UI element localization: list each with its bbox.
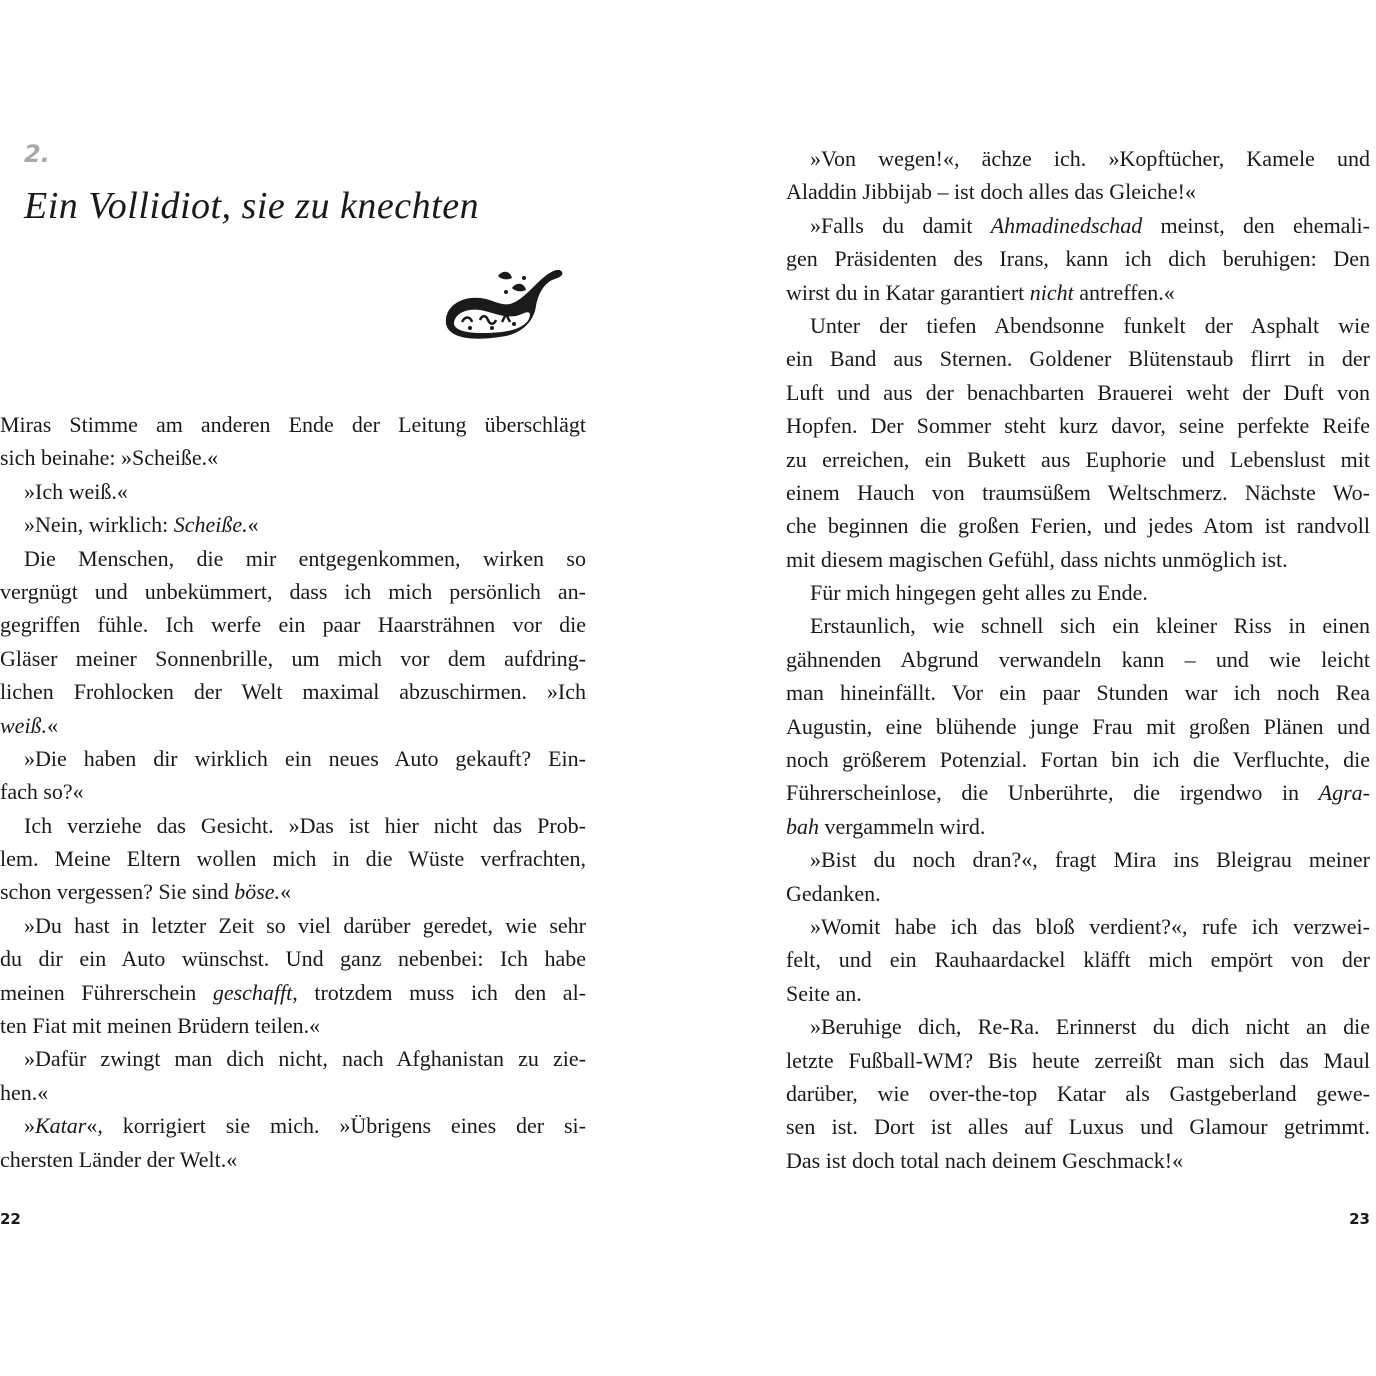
text-line: »Ich weiß.« [24,478,128,504]
text-line: weiß.« [0,712,59,738]
text-line: gegriffen fühle. Ich werfe ein paar Haarsträhnen vor die [0,612,586,638]
text-line: »Katar«, korrigiert sie mich. »Übrigens eines der si- [24,1113,586,1139]
text-line: bah vergammeln wird. [786,813,986,839]
text-line: gen Präsidenten des Irans, kann ich dich beruhigen: Den [786,246,1370,272]
text-line: Augustin, eine blühende junge Frau mit großen Plänen und [786,713,1370,739]
text-line: Miras Stimme am anderen Ende der Leitung überschlägt [0,412,586,437]
text-line: zu erreichen, ein Bukett aus Euphorie und Lebenslust mit [786,446,1370,472]
text-line: Luft und aus der benachbarten Brauerei weht der Duft von [786,379,1370,405]
text-line: Für mich hingegen geht alles zu Ende. [810,580,1148,606]
text-line: gähnenden Abgrund verwandeln kann – und wie leicht [786,646,1370,672]
right-page-text [786,142,1370,1177]
text-line: Aladdin Jibbijab – ist doch alles das Gleiche!« [786,179,1196,205]
text-line: man hineinfällt. Vor ein paar Stunden war ich noch Rea [786,680,1370,706]
left-page-text [0,408,586,1176]
text-line: ten Fiat mit meinen Brüdern teilen.« [0,1013,321,1039]
text-line: hen.« [0,1079,49,1105]
text-line: che beginnen die großen Ferien, und jedes Atom ist randvoll [786,513,1370,539]
text-line: felt, und ein Rauhaardackel kläfft mich empört von der [786,947,1370,973]
text-line: chersten Länder der Welt.« [0,1146,238,1172]
text-line: »Dafür zwingt man dich nicht, nach Afghanistan zu zie- [24,1046,586,1072]
text-line: Gläser meiner Sonnenbrille, um mich vor dem aufdring- [0,645,586,671]
text-line: du dir ein Auto wünschst. Und ganz nebenbei: Ich habe [0,946,586,972]
text-line: »Beruhige dich, Re-Ra. Erinnerst du dich nicht an die [810,1014,1370,1040]
text-line: sich beinahe: »Scheiße.« [0,445,219,471]
text-line: »Nein, wirklich: Scheiße.« [24,512,259,538]
text-line: Führerscheinlose, die Unberührte, die irgendwo in Agra- [786,780,1370,806]
text-line: lem. Meine Eltern wollen mich in die Wüste verfrachten, [0,846,586,872]
text-line: »Womit habe ich das bloß verdient?«, rufe ich verzwei- [810,913,1370,939]
text-line: fach so?« [0,779,84,805]
text-line: wirst du in Katar garantiert nicht antreffen.« [786,279,1175,305]
chapter-number: 2. [24,140,50,168]
text-line: schon vergessen? Sie sind böse.« [0,879,292,905]
text-line: darüber, wie over-the-top Katar als Gastgeberland gewe- [786,1080,1370,1106]
text-line: Das ist doch total nach deinem Geschmack!« [786,1147,1184,1173]
text-line: »Die haben dir wirklich ein neues Auto gekauft? Ein- [24,745,586,771]
text-line: Ich verziehe das Gesicht. »Das ist hier nicht das Prob- [24,812,586,838]
page-number-left: 22 [0,1210,21,1228]
text-line: lichen Frohlocken der Welt maximal abzuschirmen. »Ich [0,679,586,705]
text-line: »Falls du damit Ahmadinedschad meinst, den ehemali- [810,212,1370,238]
text-line: einem Hauch von traumsüßem Weltschmerz. Nächste Wo- [786,479,1370,505]
text-line: noch größerem Potenzial. Fortan bin ich die Verfluchte, die [786,747,1370,773]
text-line: letzte Fußball-WM? Bis heute zerreißt man sich das Maul [786,1047,1370,1073]
text-line: »Du hast in letzter Zeit so viel darüber geredet, wie sehr [24,912,586,938]
text-line: mit diesem magischen Gefühl, dass nichts unmöglich ist. [786,546,1288,572]
text-line: Seite an. [786,980,862,1006]
chapter-title: Ein Vollidiot, sie zu knechten [24,185,480,227]
text-line: Die Menschen, die mir entgegenkommen, wirken so [24,545,586,571]
text-line: ein Band aus Sternen. Goldener Blütenstaub flirrt in der [786,346,1370,372]
text-line: Unter der tiefen Abendsonne funkelt der Asphalt wie [810,312,1370,338]
text-line: Erstaunlich, wie schnell sich ein kleiner Riss in einen [810,613,1370,639]
text-line: sen ist. Dort ist alles auf Luxus und Glamour getrimmt. [786,1114,1370,1140]
text-line: Gedanken. [786,880,881,906]
text-line: vergnügt und unbekümmert, dass ich mich persönlich an- [0,578,586,604]
text-line: meinen Führerschein geschafft, trotzdem muss ich den al- [0,979,587,1005]
page-number-right: 23 [1349,1210,1370,1228]
arabic-calligraphy-ornament-icon [440,262,564,342]
text-line: »Bist du noch dran?«, fragt Mira ins Bleigrau meiner [810,847,1370,873]
text-line: »Von wegen!«, ächze ich. »Kopftücher, Kamele und [810,146,1370,171]
text-line: Hopfen. Der Sommer steht kurz davor, seine perfekte Reife [786,413,1370,439]
